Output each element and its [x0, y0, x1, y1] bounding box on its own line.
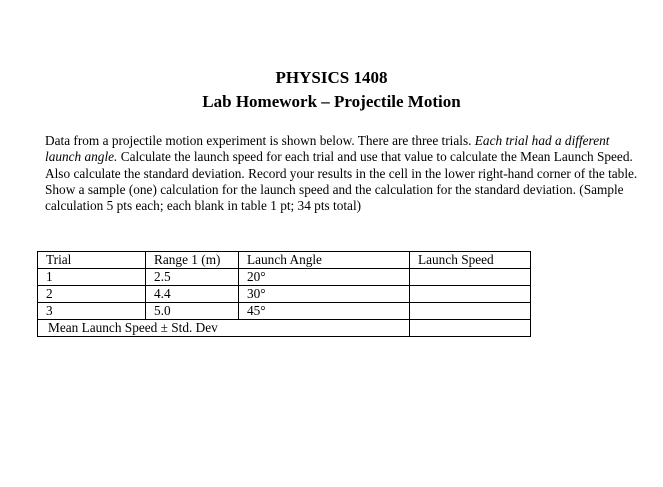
course-title: PHYSICS 1408: [275, 68, 388, 87]
angle-cell: 20°: [239, 269, 410, 286]
instructions-paragraph: [45, 133, 645, 214]
header-range: Range 1 (m): [146, 252, 239, 269]
header-launch-speed: Launch Speed: [410, 252, 531, 269]
mean-speed-label: Mean Launch Speed ± Std. Dev: [38, 320, 410, 337]
speed-cell[interactable]: [410, 286, 531, 303]
table-header-row: [38, 252, 531, 269]
header-trial: Trial: [38, 252, 146, 269]
table-row: [38, 303, 531, 320]
table-row: [38, 286, 531, 303]
assignment-title: Lab Homework – Projectile Motion: [202, 92, 461, 111]
trial-cell: 2: [38, 286, 146, 303]
speed-cell[interactable]: [410, 269, 531, 286]
table-mean-row: [38, 320, 531, 337]
data-table: [37, 251, 531, 337]
trial-cell: 1: [38, 269, 146, 286]
range-cell: 2.5: [146, 269, 239, 286]
angle-cell: 30°: [239, 286, 410, 303]
range-cell: 5.0: [146, 303, 239, 320]
trial-cell: 3: [38, 303, 146, 320]
range-cell: 4.4: [146, 286, 239, 303]
instructions-text-2: Calculate the launch speed for each trial and use that value to calculate the Mean Launch Speed. Also calculate the standard deviation. Record your results in the cell in the lower right-hand corner of the table. Show a sample (one) calculation for the launch speed and the calculation for the standard deviation. (Sample calculation 5 pts each; each blank in table 1 pt; 34 pts total): [45, 149, 638, 214]
header-launch-angle: Launch Angle: [239, 252, 410, 269]
table-row: [38, 269, 531, 286]
instructions-italic-text: Each trial had a different launch angle.: [45, 133, 610, 165]
instructions-text-1: Data from a projectile motion experiment is shown below. There are three trials.: [45, 133, 475, 148]
angle-cell: 45°: [239, 303, 410, 320]
speed-cell[interactable]: [410, 303, 531, 320]
mean-speed-cell[interactable]: [410, 320, 531, 337]
